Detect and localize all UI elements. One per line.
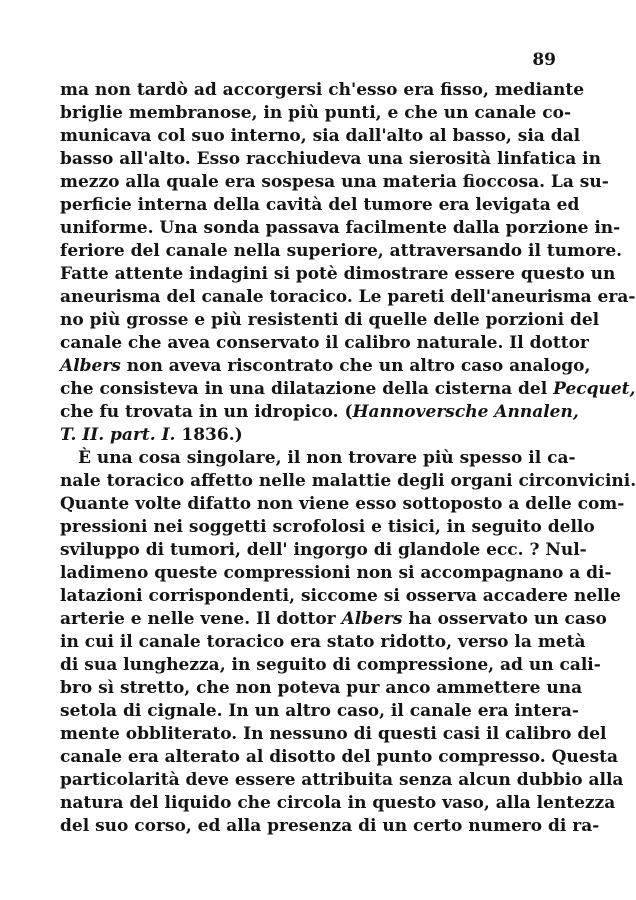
italic-text: Albers — [60, 356, 121, 376]
text-segment: di sua lunghezza, in seguito di compressione, ad un cali- — [60, 655, 601, 675]
text-segment: canale era alterato al disotto del punto compresso. Questa — [60, 747, 619, 767]
page-number: 89 — [532, 50, 556, 70]
text-line — [60, 401, 579, 424]
text-line — [60, 562, 612, 585]
text-line — [60, 332, 589, 355]
text-segment: non aveva riscontrato che un altro caso analogo, — [120, 356, 591, 376]
text-line — [60, 470, 636, 493]
text-line — [60, 148, 601, 171]
text-segment: latazioni corrispondenti, siccome si osserva accadere nelle — [60, 586, 621, 606]
text-line — [60, 102, 572, 125]
italic-text: Hannoversche Annalen, — [352, 402, 579, 422]
text-segment: pressioni nei soggetti scrofolosi e tisici, in seguito dello — [60, 517, 595, 537]
text-segment: canale che avea conservato il calibro naturale. Il dottor — [60, 333, 589, 353]
text-segment: particolarità deve essere attribuita senza alcun dubbio alla — [60, 770, 624, 790]
text-line — [60, 263, 616, 286]
text-line — [60, 240, 623, 263]
text-line — [60, 700, 579, 723]
text-segment: natura del liquido che circola in questo vaso, alla lentezza — [60, 793, 616, 813]
text-segment: che consisteva in una dilatazione della cisterna del — [60, 379, 554, 399]
text-segment: nale toracico affetto nelle malattie degli organi circonvicini. — [60, 471, 636, 491]
text-segment: perficie interna della cavità del tumore era levigata ed — [60, 195, 580, 215]
text-line — [60, 171, 609, 194]
text-line — [60, 516, 595, 539]
italic-text: T. II. part. I. — [60, 425, 176, 445]
text-segment: mente obbliterato. In nessuno di questi casi il calibro del — [60, 724, 607, 744]
text-line — [60, 585, 621, 608]
text-segment: Fatte attente indagini si potè dimostrare essere questo un — [60, 264, 616, 284]
text-segment: setola di cignale. In un altro caso, il canale era intera- — [60, 701, 579, 721]
text-segment: mezzo alla quale era sospesa una materia fioccosa. La su- — [60, 172, 609, 192]
text-segment: del suo corso, ed alla presenza di un certo numero di ra- — [60, 816, 600, 836]
text-segment: uniforme. Una sonda passava facilmente dalla porzione in- — [60, 218, 621, 238]
text-segment: arterie e nelle vene. Il dottor — [60, 609, 342, 629]
text-line — [60, 125, 581, 148]
italic-text: Pecquet, — [553, 379, 636, 399]
text-segment: feriore del canale nella superiore, attraversando il tumore. — [60, 241, 623, 261]
text-segment: briglie membranose, in più punti, e che un canale co- — [60, 103, 572, 123]
text-segment: aneurisma del canale toracico. Le pareti dell'aneurisma era- — [60, 287, 636, 307]
text-line — [60, 355, 591, 378]
text-segment: che fu trovata in un idropico. ( — [60, 402, 353, 422]
text-segment: ha osservato un caso — [402, 609, 607, 629]
text-line — [60, 815, 600, 838]
text-segment: bro sì stretto, che non poteva pur anco ammettere una — [60, 678, 583, 698]
text-segment: 1836.) — [175, 425, 243, 445]
text-segment: basso all'alto. Esso racchiudeva una sierosità linfatica in — [60, 149, 601, 169]
text-segment: no più grosse e più resistenti di quelle delle porzioni del — [60, 310, 600, 330]
text-line — [60, 493, 625, 516]
text-line — [60, 194, 580, 217]
body-text — [60, 79, 636, 838]
text-line — [60, 723, 607, 746]
text-segment: municava col suo interno, sia dall'alto al basso, sia dal — [60, 126, 581, 146]
italic-text: Albers — [341, 609, 403, 629]
text-line — [60, 539, 587, 562]
text-line — [60, 769, 624, 792]
text-segment: ladimeno queste compressioni non si accompagnano a di- — [60, 563, 612, 583]
text-line — [60, 631, 586, 654]
text-line — [60, 447, 576, 470]
text-line — [60, 79, 585, 102]
text-segment: È una cosa singolare, il non trovare più spesso il ca- — [78, 448, 576, 468]
text-line — [60, 677, 583, 700]
text-line — [60, 286, 636, 309]
text-segment: in cui il canale toracico era stato ridotto, verso la metà — [60, 632, 586, 652]
text-line — [60, 608, 607, 631]
text-line — [60, 746, 619, 769]
text-segment: sviluppo di tumori, dell' ingorgo di glandole ecc. ? Nul- — [60, 540, 587, 560]
text-line — [60, 792, 616, 815]
text-line — [60, 424, 530, 447]
text-line — [60, 217, 621, 240]
text-segment: ma non tardò ad accorgersi ch'esso era fisso, mediante — [60, 80, 585, 100]
text-line — [60, 654, 601, 677]
text-line — [60, 378, 636, 401]
text-line — [60, 309, 600, 332]
text-segment: Quante volte difatto non viene esso sottoposto a delle com- — [60, 494, 625, 514]
